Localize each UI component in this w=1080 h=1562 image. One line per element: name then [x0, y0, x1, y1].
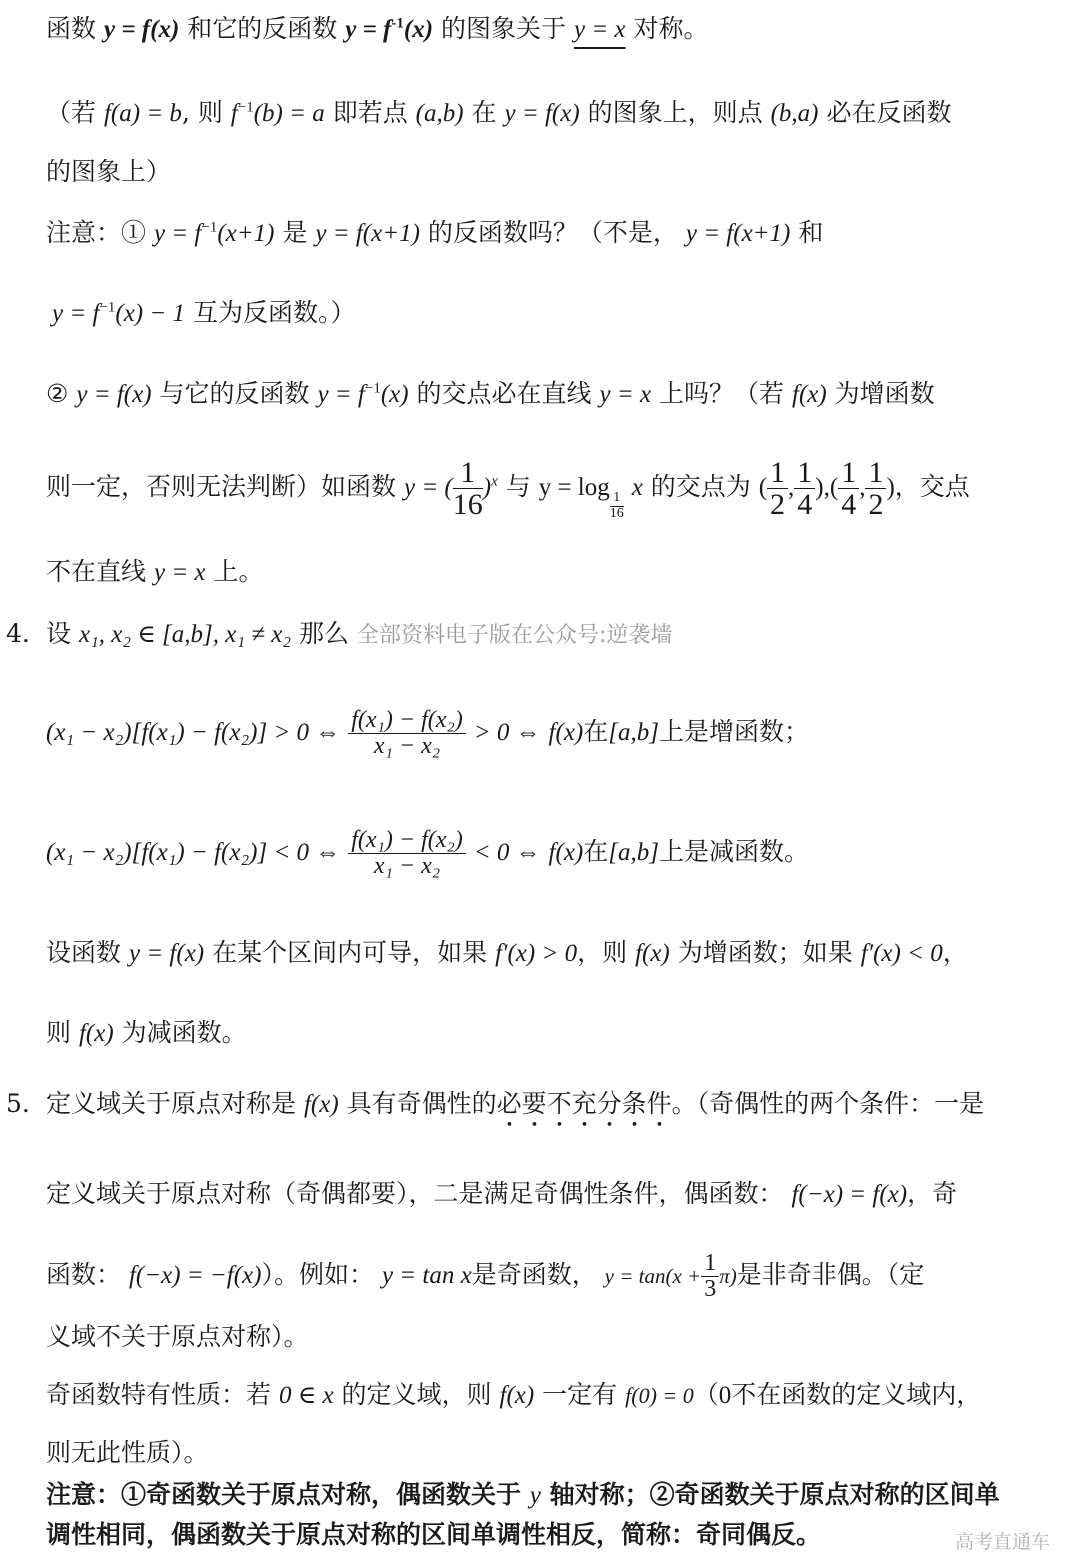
- comma: ,: [859, 474, 866, 501]
- fraction-1-4: [838, 457, 859, 521]
- derivative-condition-cont: [46, 1016, 1072, 1051]
- math: (x₁ − x₂)[f(x₁) − f(x₂)] > 0 ⇔: [46, 719, 341, 746]
- fraction-numerator: 1: [767, 457, 788, 490]
- log-base-fraction: [610, 491, 624, 521]
- math: f′(x) > 0: [495, 940, 578, 967]
- text: 设函数: [46, 938, 122, 967]
- text: 对称。: [633, 14, 709, 43]
- math: f(x): [792, 381, 827, 408]
- text: 设: [46, 619, 72, 648]
- math: f(−x) = −f(x): [128, 1262, 262, 1289]
- math: (b,a): [770, 100, 819, 127]
- math: y = f(x): [504, 100, 580, 127]
- math: y = f: [317, 381, 365, 408]
- text: , 则: [181, 98, 223, 127]
- text: 函数: [46, 14, 97, 43]
- odd-function-property: [46, 1378, 1072, 1413]
- math: y = f(x+1): [315, 220, 420, 247]
- text: 的交点必在直线: [416, 379, 592, 408]
- parity-condition-even: [46, 1177, 1072, 1212]
- fraction-denominator: x₁ − x₂: [373, 853, 441, 879]
- math: 0 ∈ x: [278, 1382, 334, 1409]
- text: 定义域关于原点对称（奇偶都要），二是满足奇偶性条件，偶函数：: [46, 1179, 784, 1208]
- text: ）。例如：: [261, 1260, 374, 1289]
- math: y = f(x): [76, 381, 152, 408]
- text: 和: [798, 218, 824, 247]
- text: 则: [46, 1018, 72, 1047]
- fraction-numerator: 1: [610, 491, 624, 507]
- comma: ,: [788, 474, 795, 501]
- text: 注意：①: [46, 218, 154, 247]
- fraction-numerator: 1: [865, 457, 886, 490]
- math: y = f(x): [128, 940, 205, 967]
- line-inverse-point: [46, 96, 1072, 131]
- text: 义域不关于原点对称）。: [46, 1322, 309, 1351]
- line-not-on-line: [46, 555, 1072, 590]
- text: （若: [46, 98, 97, 127]
- fraction-numerator: 1: [794, 457, 815, 490]
- section-number: 5.: [6, 1089, 30, 1118]
- math: y = x: [153, 559, 206, 586]
- text: 函数：: [46, 1260, 122, 1289]
- math: f(a) = b: [103, 100, 182, 127]
- text: 为增函数；如果: [677, 938, 853, 967]
- text: （: [693, 1380, 719, 1409]
- text: 的图象上）: [46, 157, 172, 186]
- math: (x): [380, 381, 409, 408]
- math: y = tan x: [381, 1262, 472, 1289]
- superscript: −1: [99, 299, 116, 316]
- text: 与: [505, 472, 531, 501]
- math: f(x): [303, 1091, 339, 1118]
- derivative-condition: [46, 936, 1072, 971]
- math: π): [719, 1264, 737, 1288]
- odd-function-property-cont: [46, 1436, 1072, 1470]
- line-note-2: [46, 377, 1072, 412]
- watermark-text: 全部资料电子版在公众号:逆袭墙: [356, 623, 673, 648]
- math: f(x): [548, 719, 584, 746]
- difference-quotient: [348, 828, 466, 879]
- math: f′(x) < 0: [860, 940, 943, 967]
- text: 不在函数的定义域内，: [731, 1380, 982, 1409]
- math: (b) = a: [253, 100, 325, 127]
- symmetry-note-cont: [46, 1518, 1072, 1552]
- math: < 0 ⇔: [473, 839, 541, 866]
- superscript: x: [491, 473, 498, 490]
- math: y = f(x+1): [685, 220, 791, 247]
- text: 则无此性质）。: [46, 1438, 209, 1467]
- math: y = log: [538, 474, 610, 501]
- text: 不在直线: [46, 557, 147, 586]
- text: 的定义域，则: [341, 1380, 492, 1409]
- fraction-1-3: [701, 1251, 719, 1302]
- superscript: −1: [201, 219, 218, 236]
- increasing-condition: [46, 692, 1072, 773]
- text: 为增函数: [834, 379, 935, 408]
- line-example-intersection: [46, 452, 1072, 523]
- math: f(x): [499, 1382, 535, 1409]
- fraction-numerator: 1: [838, 457, 859, 490]
- text: ②: [46, 379, 77, 408]
- text: 是非奇非偶。（定: [736, 1260, 925, 1289]
- superscript: −1: [364, 380, 381, 397]
- text: 轴对称；②奇函数关于原点对称的区间单: [549, 1480, 1000, 1509]
- text: 注意：①奇函数关于原点对称，偶函数关于: [46, 1480, 522, 1509]
- text: 。（奇偶性的两个条件：一是: [671, 1089, 985, 1118]
- text: ，交点: [894, 472, 970, 501]
- decreasing-condition: [46, 812, 1072, 893]
- math: x: [631, 474, 643, 501]
- text: 定义域关于原点对称是: [46, 1089, 297, 1118]
- math: (x₁ − x₂)[f(x₁) − f(x₂)] < 0 ⇔: [46, 839, 341, 866]
- math: y = tan(x +: [604, 1264, 702, 1288]
- text: 具有奇偶性的: [346, 1089, 497, 1118]
- text: 的交点为: [650, 472, 751, 501]
- superscript: −1: [237, 99, 254, 116]
- fraction-numerator: 1: [701, 1251, 719, 1277]
- text: 必在反函数: [826, 98, 952, 127]
- math-underlined: y = x: [573, 16, 626, 43]
- emphasized-text: 必要不充分条件: [496, 1089, 672, 1118]
- math: f(x): [635, 940, 670, 967]
- text: 为减函数。: [121, 1018, 247, 1047]
- text: 的反函数吗？（不是，: [427, 218, 678, 247]
- text: 与它的反函数: [159, 379, 310, 408]
- fraction-denominator: 4: [797, 488, 813, 521]
- corner-watermark: 高考直通车: [954, 1531, 1050, 1553]
- text: 上吗？（若: [659, 379, 785, 408]
- math: y = f: [153, 220, 202, 247]
- math: x₁, x₂ ∈ [a,b], x₁ ≠ x₂: [78, 621, 292, 648]
- section-4-heading: [46, 617, 1072, 653]
- text: 即若点: [332, 98, 408, 127]
- line-inverse-symmetry: [46, 12, 1072, 47]
- text: 则一定，否则无法判断）如函数: [46, 472, 397, 501]
- text: ，: [942, 938, 968, 967]
- math: f(x): [548, 839, 584, 866]
- line-note-1: [46, 216, 1072, 251]
- math: y = f: [52, 300, 100, 327]
- math: ): [482, 474, 492, 501]
- math: ): [886, 474, 895, 501]
- parity-condition-odd: [46, 1243, 1072, 1308]
- text: 和它的反函数: [187, 14, 338, 43]
- text: 互为反函数。）: [192, 298, 356, 327]
- fraction-denominator: 3: [704, 1276, 717, 1302]
- line-continuation: [46, 155, 1072, 189]
- text: 的图象关于: [441, 14, 567, 43]
- math: 0: [718, 1382, 732, 1409]
- math: y = f: [345, 16, 392, 43]
- math: (x+1): [217, 220, 275, 247]
- text: 上。: [213, 557, 264, 586]
- math: [a,b]: [608, 839, 659, 866]
- fraction-denominator: 16: [609, 506, 624, 521]
- math: y: [529, 1482, 541, 1509]
- difference-quotient: [348, 708, 466, 759]
- math: f: [230, 100, 238, 127]
- math: ),(: [815, 474, 839, 501]
- fraction-denominator: 4: [841, 488, 857, 521]
- math: (: [758, 474, 768, 501]
- math: y = (: [403, 474, 453, 501]
- text: 上是减函数。: [658, 837, 809, 866]
- fraction-denominator: 16: [452, 488, 483, 521]
- text: 在: [583, 837, 609, 866]
- section-5-heading: [46, 1087, 1072, 1133]
- section-number: 4.: [6, 619, 30, 648]
- text: 上是增函数；: [658, 717, 809, 746]
- fraction-1-2: [865, 457, 886, 521]
- fraction-denominator: 2: [868, 488, 884, 521]
- text: 调性相同，偶函数关于原点对称的区间单调性相反，简称：奇同偶反。: [46, 1520, 822, 1549]
- text: 在某个区间内可导，如果: [212, 938, 488, 967]
- text: 是: [282, 218, 308, 247]
- fraction-1-16: [453, 457, 483, 521]
- math: > 0 ⇔: [473, 719, 541, 746]
- text: 在: [583, 717, 609, 746]
- fraction-denominator: 2: [770, 488, 786, 521]
- parity-continuation: [46, 1320, 1072, 1354]
- math: (x) − 1: [115, 300, 186, 327]
- text: 奇函数特有性质：若: [46, 1380, 272, 1409]
- fraction-1-2: [767, 457, 788, 521]
- text: 在: [471, 98, 497, 127]
- fraction-denominator: x₁ − x₂: [373, 733, 441, 759]
- text: 一定有: [542, 1380, 618, 1409]
- text: ，则: [577, 938, 628, 967]
- math: y = x: [599, 381, 652, 408]
- text: 的图象上，则点: [587, 98, 763, 127]
- math: (a,b): [415, 100, 464, 127]
- math: y = f(x): [103, 16, 180, 43]
- math: f(−x) = f(x): [791, 1181, 908, 1208]
- math: (x): [403, 16, 434, 43]
- line-note-1-answer: [52, 296, 1072, 331]
- text: ，奇: [907, 1179, 958, 1208]
- math: f(x): [78, 1020, 114, 1047]
- math: f(0) = 0: [625, 1383, 694, 1408]
- superscript: -1: [391, 15, 404, 32]
- symmetry-note: [46, 1478, 1072, 1513]
- fraction-numerator: 1: [453, 457, 483, 490]
- math: [a,b]: [608, 719, 659, 746]
- text: 那么: [299, 619, 350, 648]
- fraction-numerator: f(x₁) − f(x₂): [348, 708, 466, 734]
- fraction-1-4: [794, 457, 815, 521]
- fraction-numerator: f(x₁) − f(x₂): [348, 828, 466, 854]
- text: 是奇函数，: [471, 1260, 597, 1289]
